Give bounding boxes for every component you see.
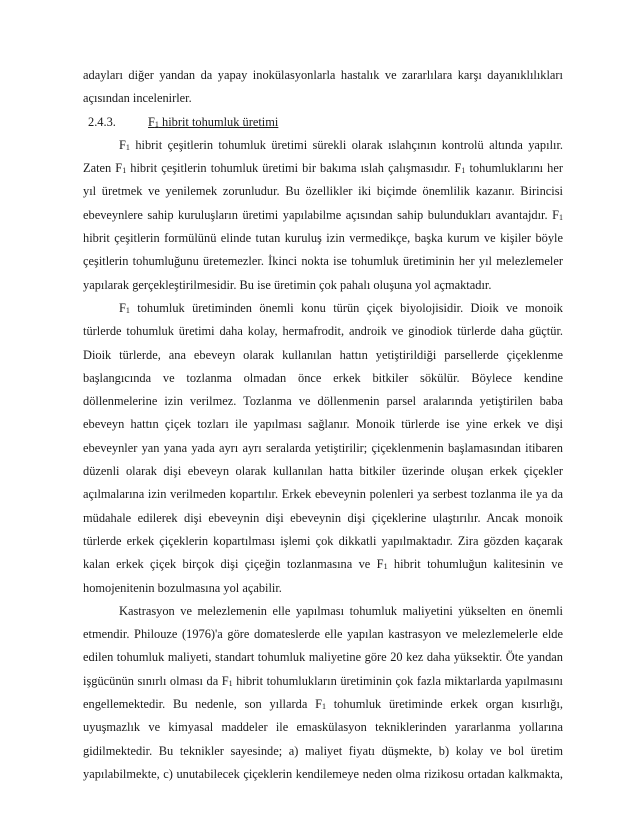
text-line: Dioik türlerde, ana ebeveyn olarak kullanılan hattın yetiştirildiği parsellerde çiçeklenme xyxy=(83,347,563,362)
text-line: adayları diğer yandan da yapay inokülasyonlarla hastalık ve zararlılara karşı dayanıklılıkları xyxy=(83,68,563,82)
paragraph xyxy=(83,600,563,786)
section-number: 2.4.3. xyxy=(88,114,116,129)
text-line: düzenli olarak dişi ebeveyn olarak kullanılan hatta bitkiler üzerinde oluşan erkek çiçekler xyxy=(83,464,563,479)
text-line: ebeveynlere sahip kuruluşların üretimi yapılabilme açısından sahip bulundukları avantajdır. $F_1$ xyxy=(83,207,563,222)
text-line: türlerde erkek çiçeklerin kopartılması işlemi çok dikkatli yapılmaktadır. Zira gözden kaçarak xyxy=(83,533,563,548)
text-line: kalan erkek çiçek birçok dişi çiçeğin tozlanmasına ve $F_1$ hibrit tohumluğun kalitesinin ve xyxy=(83,557,563,572)
text-line: yapılabilmekte, c) unutabilecek çiçeklerin kendilemeye neden olma rizikosu ortadan kalkmakta, xyxy=(83,766,563,781)
paragraph xyxy=(83,297,563,600)
text-line: başlangıcında ve tozlanma olmadan önce erkek bitkiler sökülür. Böylece kendine xyxy=(83,370,563,385)
text-line: çeşitlerin tohumluğunu üretemezler. İkinci nokta ise tohumluk üretiminin her yıl melezlemeler xyxy=(83,254,563,269)
text-line: engellemektedir. Bu nedenle, son yıllarda $F_1$ tohumluk üretiminde erkek organ kısırlığı, xyxy=(83,697,563,712)
text-line: Zaten $F_1$ hibrit çeşitlerin tohumluk üretimi bir bakıma ıslah çalışmasıdır. $F_1$ tohumluklarını her xyxy=(83,161,564,176)
text-line: etmendir. Philouze (1976)'a göre domateslerde elle yapılan kastrasyon ve melezlemelerle elde xyxy=(83,627,563,642)
text-line: $F_1$ hibrit çeşitlerin tohumluk üretimi sürekli olarak ıslahçının kontrolü altında yapılır. xyxy=(119,137,563,152)
text-line: müdahale edilerek dişi ebeveynin dişi ebeveynin dişi çiçeklerine ulaştırılır. Ancak monoik xyxy=(83,510,563,525)
text-line: Kastrasyon ve melezlemenin elle yapılması tohumluk maliyetini yükselten en önemli xyxy=(119,603,563,618)
text-line: edilen tohumluk maliyeti, standart tohumluk maliyetine göre 20 kez daha yüksektir. Öte yandan xyxy=(83,650,563,665)
text-line: homojenitenin bozulmasına yol açabilir. xyxy=(83,580,282,595)
text-line: türlerde tohumluk üretimi daha kolay, hermafrodit, androik ve ginodiok türlerde daha güçtür. xyxy=(83,324,563,339)
text-line: $F_1$ tohumluk üretiminden önemli konu türün çiçek biyolojisidir. Dioik ve monoik xyxy=(119,300,563,315)
text-line: hibrit çeşitlerin formülünü elinde tutan kuruluş izin vermedikçe, başka kurum ve kişiler böyle xyxy=(83,231,563,246)
text-line: ebeveyn hattın çiçek tozları ile yapılması sağlanır. Monoik türlerde ise yine erkek ve dişi xyxy=(83,417,563,432)
text-line: yapılarak gerçekleştirilmesidir. Bu ise üretimin çok pahalı oluşuna yol açmaktadır. xyxy=(83,277,492,292)
text-line: döllenmelerine izin verilmez. Tozlanma ve döllenmenin parsel aralarında yetiştirilen baba xyxy=(83,394,563,409)
document-page xyxy=(83,64,563,786)
body-text xyxy=(83,134,563,786)
text-line: uyuşmazlık ve kimyasal maddeler ile emaskülasyon tekniklerinden yararlanma yollarına xyxy=(83,720,563,735)
section-heading xyxy=(83,111,563,134)
text-line: işgücünün sınırlı olması da $F_1$ hibrit tohumlukların üretiminin çok fazla miktarlarda yapılmasını xyxy=(83,673,563,688)
text-line: yıl üretmek ve yenilemek zorunludur. Bu özellikler iki biçimde önemlilik kazanır. Birincisi xyxy=(83,184,563,199)
section-title: $F_1$ hibrit tohumluk üretimi xyxy=(148,114,279,129)
text-line: gidilmektedir. Bu teknikler sayesinde; a) maliyet fiyatı düşmekte, b) kolay ve bol üretim xyxy=(83,743,563,758)
text-line: açılmalarına izin verilmeden kopartılır. Erkek ebeveynin polenleri ya serbest tozlanma ile ya da xyxy=(83,487,563,502)
paragraph xyxy=(83,134,563,297)
text-line: açısından incelenirler. xyxy=(83,91,192,106)
text-line: ebeveynler yan yana yada ayrı ayrı seralarda yetiştirilir; çiçeklenmenin başlamasından itibaren xyxy=(83,440,563,455)
